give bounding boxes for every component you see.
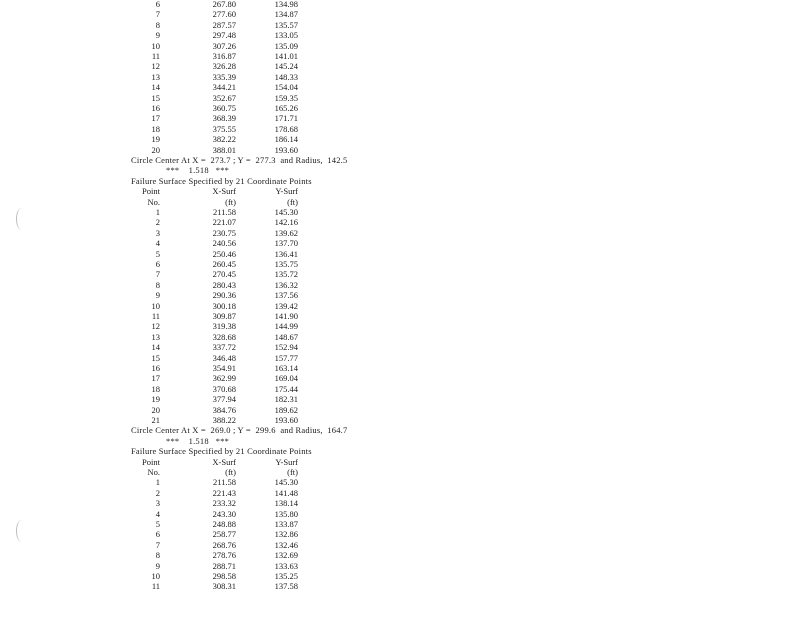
x-surf-value: 221.07 xyxy=(212,217,236,228)
x-surf-value: 270.45 xyxy=(212,269,236,280)
y-surf-value: 133.05 xyxy=(274,30,298,41)
x-surf-value: 260.45 xyxy=(212,259,236,269)
point-number: 10 xyxy=(151,300,160,311)
x-surf-value: 267.80 xyxy=(212,0,236,9)
point-number: 3 xyxy=(155,498,160,509)
point-number: 9 xyxy=(155,560,160,571)
point-number: 8 xyxy=(155,279,160,290)
y-surf-value: 148.33 xyxy=(274,71,298,82)
y-surf-value: 136.32 xyxy=(274,279,298,290)
x-surf-value: 250.46 xyxy=(212,248,236,259)
x-surf-value: 211.58 xyxy=(212,207,236,217)
y-surf-value: 145.24 xyxy=(274,61,298,72)
x-surf-value: 326.28 xyxy=(212,61,236,72)
y-surf-value: 142.16 xyxy=(274,217,298,228)
point-number: 11 xyxy=(151,311,160,321)
point-number: 7 xyxy=(155,269,160,280)
point-number: 13 xyxy=(151,71,160,82)
y-surf-value: Y-Surf xyxy=(275,186,298,197)
point-number: 16 xyxy=(151,103,160,113)
x-surf-value: 337.72 xyxy=(212,342,236,353)
point-number: Point xyxy=(142,186,160,197)
x-surf-value: 384.76 xyxy=(212,404,236,415)
y-surf-value: 132.46 xyxy=(274,539,298,550)
point-number: 21 xyxy=(151,415,160,425)
x-surf-value: 300.18 xyxy=(212,300,236,311)
y-surf-value: 135.75 xyxy=(274,259,298,269)
point-number: 16 xyxy=(151,363,160,373)
y-surf-value: 145.30 xyxy=(274,477,298,488)
x-surf-value: 319.38 xyxy=(212,321,236,332)
y-surf-value: 138.14 xyxy=(274,498,298,509)
x-surf-value: 258.77 xyxy=(212,529,236,540)
y-surf-value: 133.63 xyxy=(274,560,298,571)
point-number: 6 xyxy=(155,0,160,9)
point-number: 2 xyxy=(155,217,160,228)
x-surf-value: (ft) xyxy=(225,196,236,207)
y-surf-value: 139.62 xyxy=(274,227,298,238)
point-number: 8 xyxy=(155,550,160,561)
point-number: 10 xyxy=(151,571,160,581)
y-surf-value: 135.09 xyxy=(274,40,298,51)
x-surf-value: 335.39 xyxy=(212,71,236,82)
x-surf-value: 344.21 xyxy=(212,82,236,93)
y-surf-value: 135.80 xyxy=(274,508,298,519)
y-surf-value: 132.69 xyxy=(274,550,298,561)
circle-center-line: Circle Center At X = 269.0 ; Y = 299.6 and Radius, 164.7 xyxy=(131,425,348,436)
point-number: 4 xyxy=(155,508,160,519)
point-number: 15 xyxy=(151,92,160,103)
y-surf-value: 157.77 xyxy=(274,352,298,363)
x-surf-value: 309.87 xyxy=(212,311,236,321)
y-surf-value: 193.60 xyxy=(274,415,298,425)
y-surf-value: 134.98 xyxy=(274,0,298,9)
x-surf-value: 288.71 xyxy=(212,560,236,571)
x-surf-value: 382.22 xyxy=(212,134,236,145)
y-surf-value: 178.68 xyxy=(274,123,298,134)
point-number: 11 xyxy=(151,581,160,592)
point-number: 3 xyxy=(155,227,160,238)
point-number: 18 xyxy=(151,383,160,394)
point-number: 19 xyxy=(151,134,160,145)
x-surf-value: 243.30 xyxy=(212,508,236,519)
y-surf-value: 169.04 xyxy=(274,373,298,384)
point-number: 9 xyxy=(155,290,160,301)
y-surf-value: 137.56 xyxy=(274,290,298,301)
x-surf-value: 328.68 xyxy=(212,331,236,342)
y-surf-value: 145.30 xyxy=(274,207,298,217)
point-number: 17 xyxy=(151,373,160,384)
y-surf-value: 141.90 xyxy=(274,311,298,321)
y-surf-value: 144.99 xyxy=(274,321,298,332)
x-surf-value: 280.43 xyxy=(212,279,236,290)
point-number: 4 xyxy=(155,238,160,249)
x-surf-value: (ft) xyxy=(225,467,236,477)
x-surf-value: X-Surf xyxy=(212,456,236,467)
y-surf-value: 186.14 xyxy=(274,134,298,145)
point-number: 5 xyxy=(155,519,160,529)
y-surf-value: 135.25 xyxy=(274,571,298,581)
point-number: 20 xyxy=(151,144,160,155)
y-surf-value: 134.87 xyxy=(274,9,298,20)
y-surf-value: (ft) xyxy=(287,467,298,477)
x-surf-value: 287.57 xyxy=(212,19,236,30)
point-number: 7 xyxy=(155,539,160,550)
x-surf-value: 308.31 xyxy=(212,581,236,592)
y-surf-value: 193.60 xyxy=(274,144,298,155)
x-surf-value: 211.58 xyxy=(212,477,236,488)
point-number: 1 xyxy=(155,207,160,217)
y-surf-value: 136.41 xyxy=(274,248,298,259)
point-number: 14 xyxy=(151,82,160,93)
y-surf-value: 189.62 xyxy=(274,404,298,415)
x-surf-value: 368.39 xyxy=(212,113,236,124)
point-number: 7 xyxy=(155,9,160,20)
x-surf-value: 240.56 xyxy=(212,238,236,249)
x-surf-value: 297.48 xyxy=(212,30,236,41)
y-surf-value: 182.31 xyxy=(274,394,298,405)
point-number: 12 xyxy=(151,321,160,332)
factor-of-safety: *** 1.518 *** xyxy=(166,435,230,446)
x-surf-value: 346.48 xyxy=(212,352,236,363)
y-surf-value: 165.26 xyxy=(274,103,298,113)
y-surf-value: 154.04 xyxy=(274,82,298,93)
x-surf-value: 370.68 xyxy=(212,383,236,394)
scan-artifact xyxy=(16,520,27,542)
point-number: 19 xyxy=(151,394,160,405)
point-number: Point xyxy=(142,456,160,467)
x-surf-value: 354.91 xyxy=(212,363,236,373)
circle-center-line: Circle Center At X = 273.7 ; Y = 277.3 and Radius, 142.5 xyxy=(131,155,348,165)
x-surf-value: 362.99 xyxy=(212,373,236,384)
x-surf-value: 377.94 xyxy=(212,394,236,405)
point-number: 9 xyxy=(155,30,160,41)
y-surf-value: 133.87 xyxy=(274,519,298,529)
x-surf-value: 360.75 xyxy=(212,103,236,113)
x-surf-value: 352.67 xyxy=(212,92,236,103)
y-surf-value: 163.14 xyxy=(274,363,298,373)
x-surf-value: 268.76 xyxy=(212,539,236,550)
x-surf-value: 230.75 xyxy=(212,227,236,238)
y-surf-value: 135.72 xyxy=(274,269,298,280)
y-surf-value: 141.48 xyxy=(274,487,298,498)
x-surf-value: 316.87 xyxy=(212,51,236,61)
y-surf-value: 141.01 xyxy=(274,51,298,61)
x-surf-value: 278.76 xyxy=(212,550,236,561)
factor-of-safety: *** 1.518 *** xyxy=(166,165,230,176)
point-number: 10 xyxy=(151,40,160,51)
scan-artifact xyxy=(16,208,27,230)
x-surf-value: 277.60 xyxy=(212,9,236,20)
x-surf-value: 307.26 xyxy=(212,40,236,51)
y-surf-value: 137.58 xyxy=(274,581,298,592)
y-surf-value: Y-Surf xyxy=(275,456,298,467)
x-surf-value: 388.01 xyxy=(212,144,236,155)
y-surf-value: 139.42 xyxy=(274,300,298,311)
point-number: 6 xyxy=(155,259,160,269)
point-number: 17 xyxy=(151,113,160,124)
y-surf-value: 148.67 xyxy=(274,331,298,342)
point-number: 1 xyxy=(155,477,160,488)
y-surf-value: 152.94 xyxy=(274,342,298,353)
point-number: 11 xyxy=(151,51,160,61)
point-number: 14 xyxy=(151,342,160,353)
x-surf-value: X-Surf xyxy=(212,186,236,197)
x-surf-value: 233.32 xyxy=(212,498,236,509)
point-number: 12 xyxy=(151,61,160,72)
x-surf-value: 298.58 xyxy=(212,571,236,581)
point-number: 6 xyxy=(155,529,160,540)
point-number: 18 xyxy=(151,123,160,134)
x-surf-value: 290.36 xyxy=(212,290,236,301)
point-number: 2 xyxy=(155,487,160,498)
y-surf-value: 135.57 xyxy=(274,19,298,30)
point-number: 20 xyxy=(151,404,160,415)
y-surf-value: 175.44 xyxy=(274,383,298,394)
x-surf-value: 221.43 xyxy=(212,487,236,498)
y-surf-value: 171.71 xyxy=(274,113,298,124)
point-number: No. xyxy=(147,467,160,477)
failure-surface-heading: Failure Surface Specified by 21 Coordinate Points xyxy=(131,175,312,186)
y-surf-value: 159.35 xyxy=(274,92,298,103)
point-number: 15 xyxy=(151,352,160,363)
x-surf-value: 375.55 xyxy=(212,123,236,134)
point-number: 13 xyxy=(151,331,160,342)
y-surf-value: 137.70 xyxy=(274,238,298,249)
y-surf-value: 132.86 xyxy=(274,529,298,540)
x-surf-value: 388.22 xyxy=(212,415,236,425)
point-number: 8 xyxy=(155,19,160,30)
point-number: 5 xyxy=(155,248,160,259)
y-surf-value: (ft) xyxy=(287,196,298,207)
x-surf-value: 248.88 xyxy=(212,519,236,529)
failure-surface-heading: Failure Surface Specified by 21 Coordinate Points xyxy=(131,446,312,457)
point-number: No. xyxy=(147,196,160,207)
